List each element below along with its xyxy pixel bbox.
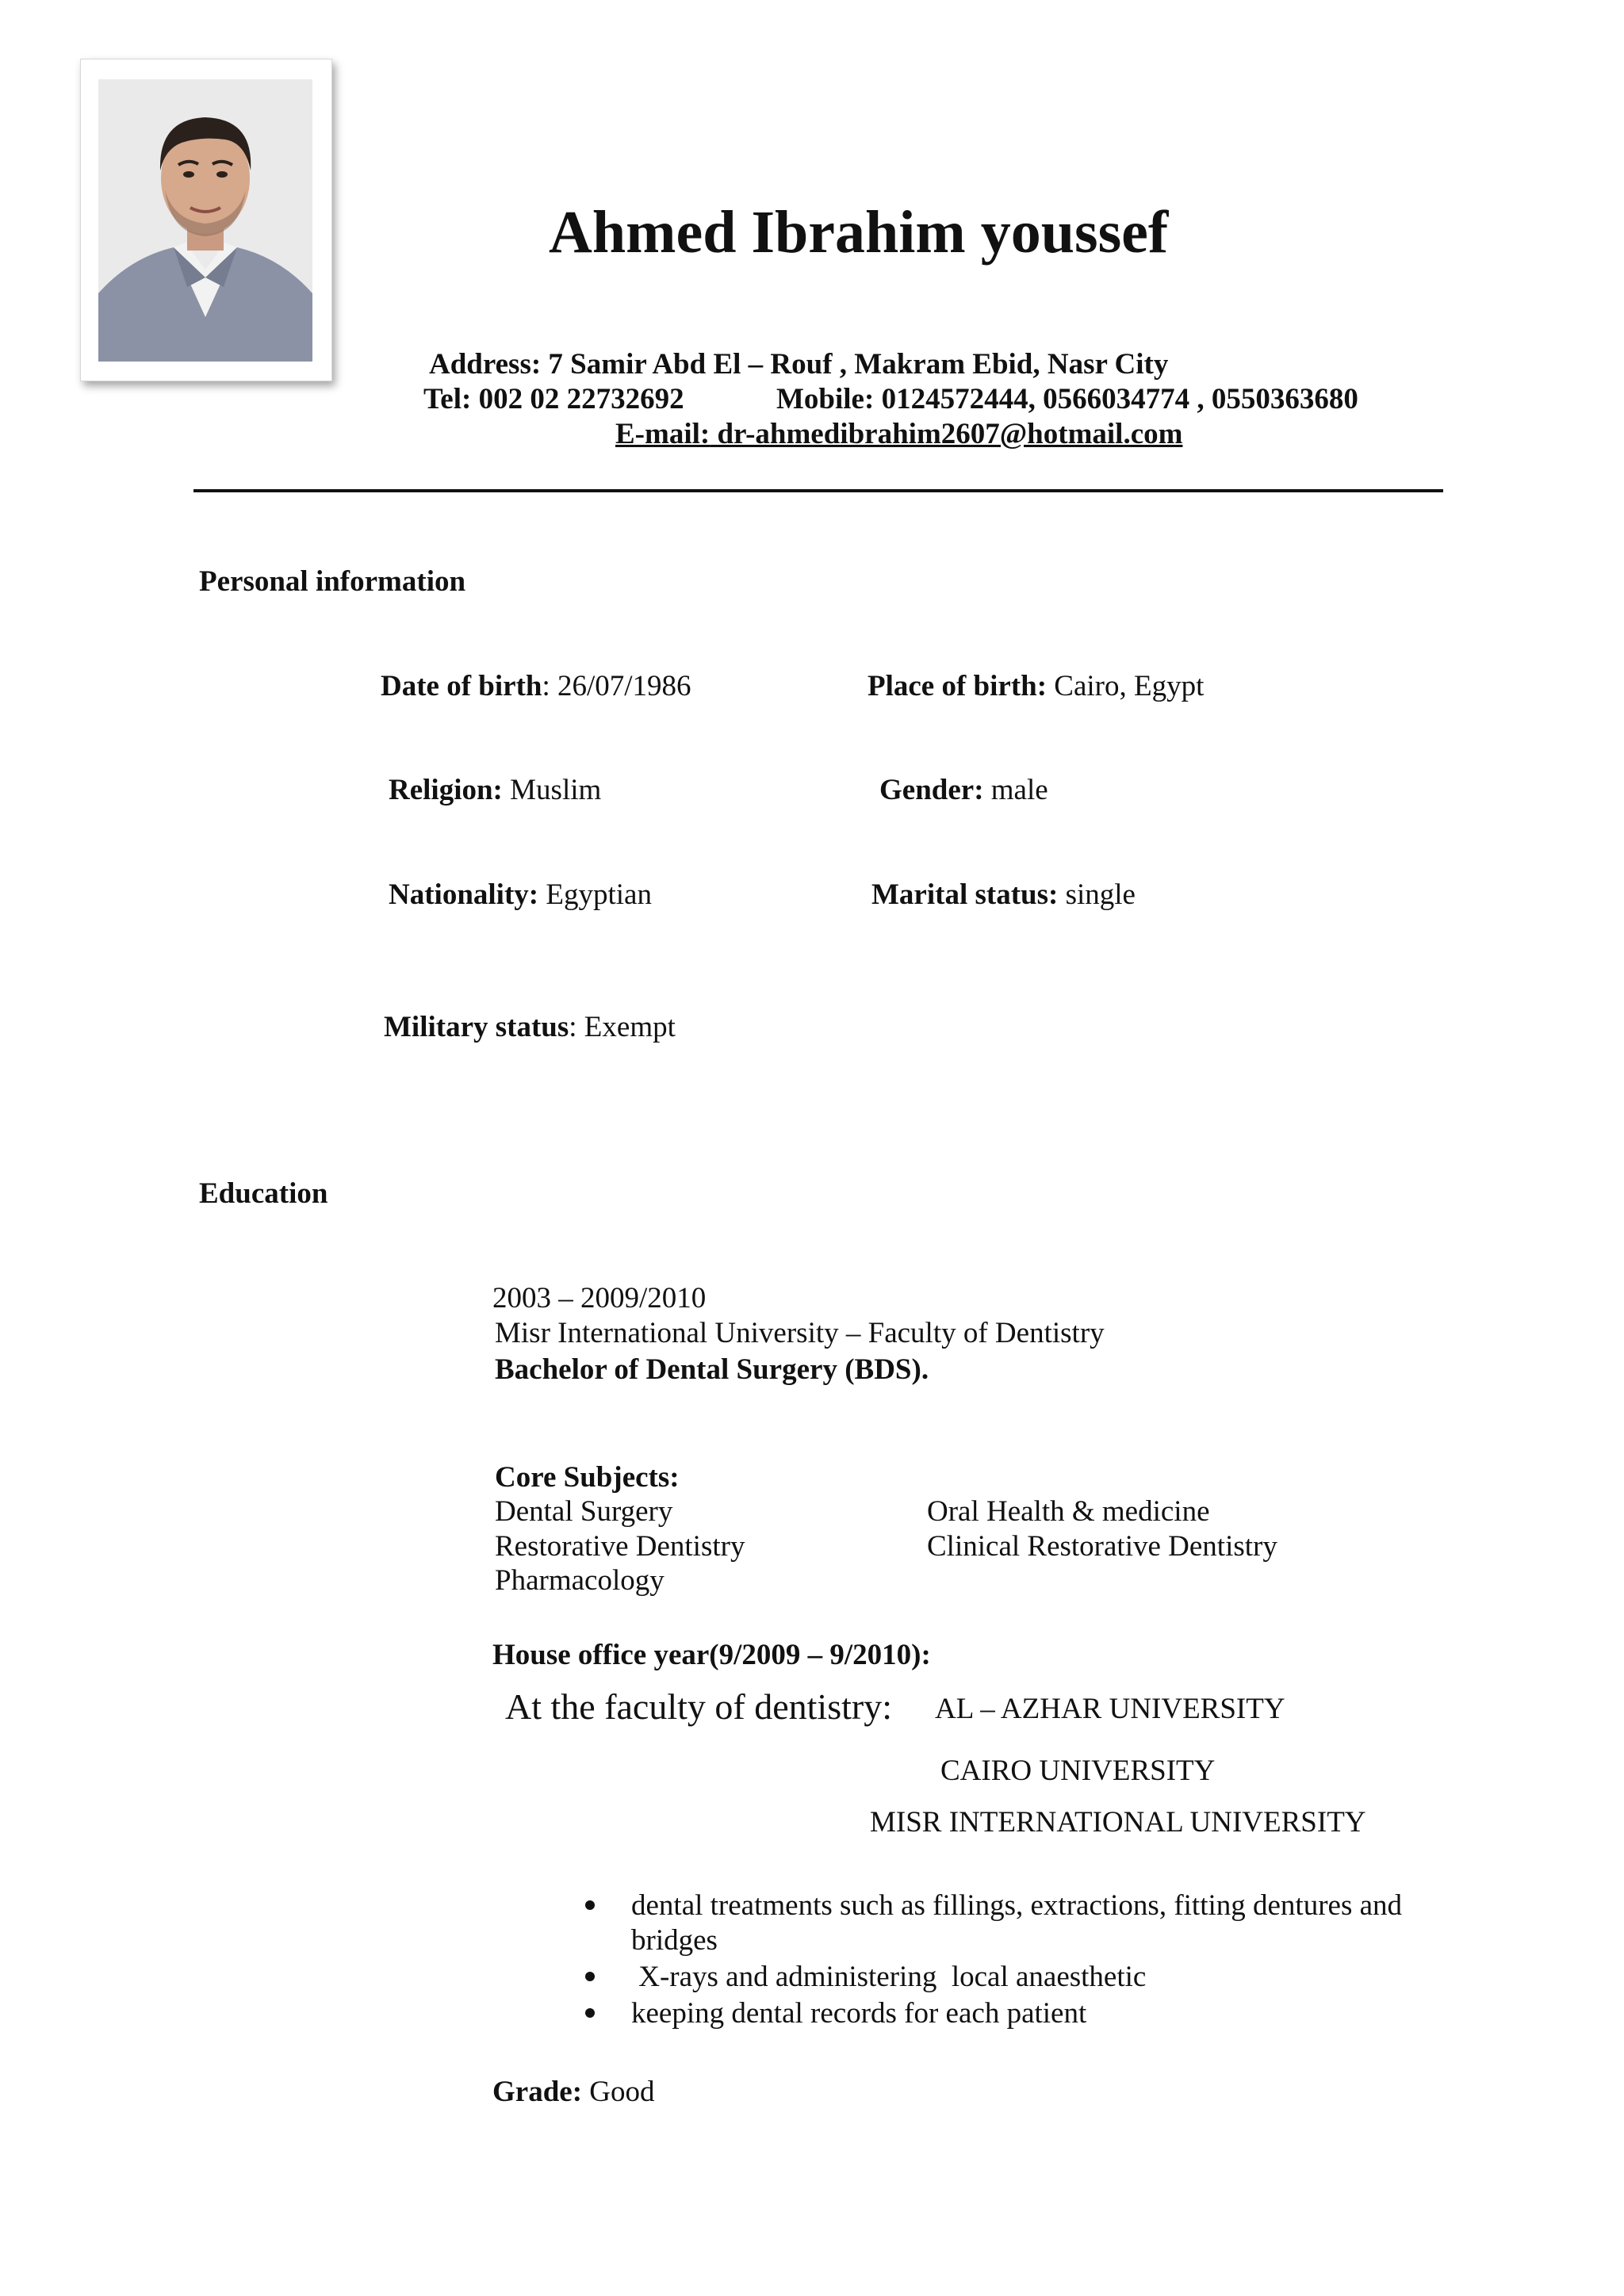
list-item [579, 1960, 1451, 1995]
email-label: E-mail: [615, 418, 710, 450]
grade-value: Good [589, 2076, 655, 2108]
religion-label: Religion: [389, 774, 503, 806]
religion [389, 773, 601, 807]
university-item: CAIRO UNIVERSITY [940, 1755, 1216, 1787]
education-institution: Misr International University – Faculty of Dentistry [495, 1317, 1105, 1349]
duty-text: keeping dental records for each patient [631, 1997, 1087, 2030]
gender-label: Gender: [879, 774, 984, 806]
profile-photo-frame [80, 59, 332, 381]
bullet-icon [585, 1972, 595, 1981]
profile-photo [98, 79, 312, 362]
mobile-label: Mobile: [776, 383, 875, 415]
subject-item: Oral Health & medicine [927, 1495, 1210, 1528]
tel-line [423, 382, 684, 416]
candidate-name: Ahmed Ibrahim youssef [549, 199, 1169, 266]
house-office-title: House office year(9/2009 – 9/2010): [492, 1639, 931, 1671]
pob-value: Cairo, Egypt [1054, 670, 1205, 702]
subject-item: Restorative Dentistry [495, 1530, 745, 1563]
list-item [579, 1888, 1456, 1958]
marital-value: single [1065, 878, 1136, 911]
faculty-intro: At the faculty of dentistry: [505, 1686, 892, 1727]
subject-item: Clinical Restorative Dentistry [927, 1530, 1277, 1563]
place-of-birth [868, 669, 1204, 703]
address-label: Address: [429, 348, 542, 381]
subject-item: Dental Surgery [495, 1495, 673, 1528]
bullet-icon [585, 1900, 595, 1910]
nationality [389, 878, 652, 912]
nationality-value: Egyptian [546, 878, 652, 911]
core-subjects-title: Core Subjects: [495, 1461, 680, 1494]
duty-text: X-rays and administering local anaesthetic [631, 1961, 1147, 1993]
email-link[interactable] [615, 417, 1182, 451]
pob-label: Place of birth: [868, 670, 1048, 702]
grade [492, 2075, 655, 2109]
section-title-education: Education [199, 1177, 328, 1210]
nationality-label: Nationality: [389, 878, 539, 911]
tel-label: Tel: [423, 383, 472, 415]
gender-value: male [990, 774, 1048, 806]
education-degree: Bachelor of Dental Surgery (BDS). [495, 1353, 929, 1386]
military-status [384, 1010, 676, 1044]
mobile-value: 0124572444, 0566034774 , 0550363680 [881, 383, 1358, 415]
university-item: MISR INTERNATIONAL UNIVERSITY [870, 1806, 1366, 1839]
section-title-personal: Personal information [199, 565, 466, 598]
grade-label: Grade: [492, 2076, 583, 2108]
dob-label: Date of birth [381, 670, 542, 702]
marital-status [871, 878, 1136, 912]
tel-value: 002 02 22732692 [478, 383, 684, 415]
header-divider [193, 489, 1443, 492]
duties-list [579, 1888, 1451, 2031]
military-label: Military status [384, 1011, 569, 1043]
address-value: 7 Samir Abd El – Rouf , Makram Ebid, Nasr City [548, 348, 1169, 381]
duty-text: dental treatments such as fillings, extractions, fitting dentures and bridges [631, 1889, 1403, 1957]
email-value: dr-ahmedibrahim2607@hotmail.com [717, 418, 1183, 450]
university-item: AL – AZHAR UNIVERSITY [935, 1693, 1285, 1725]
subject-item: Pharmacology [495, 1564, 665, 1597]
address-line [429, 347, 1168, 381]
military-value: : Exempt [569, 1011, 676, 1043]
gender [879, 773, 1048, 807]
dob-value: : 26/07/1986 [542, 670, 691, 702]
list-item [579, 1996, 1451, 2031]
mobile-line [776, 382, 1358, 416]
bullet-icon [585, 2008, 595, 2018]
education-period: 2003 – 2009/2010 [492, 1282, 707, 1314]
person-portrait-icon [98, 79, 312, 362]
religion-value: Muslim [510, 774, 602, 806]
marital-label: Marital status: [871, 878, 1059, 911]
date-of-birth [381, 669, 691, 703]
